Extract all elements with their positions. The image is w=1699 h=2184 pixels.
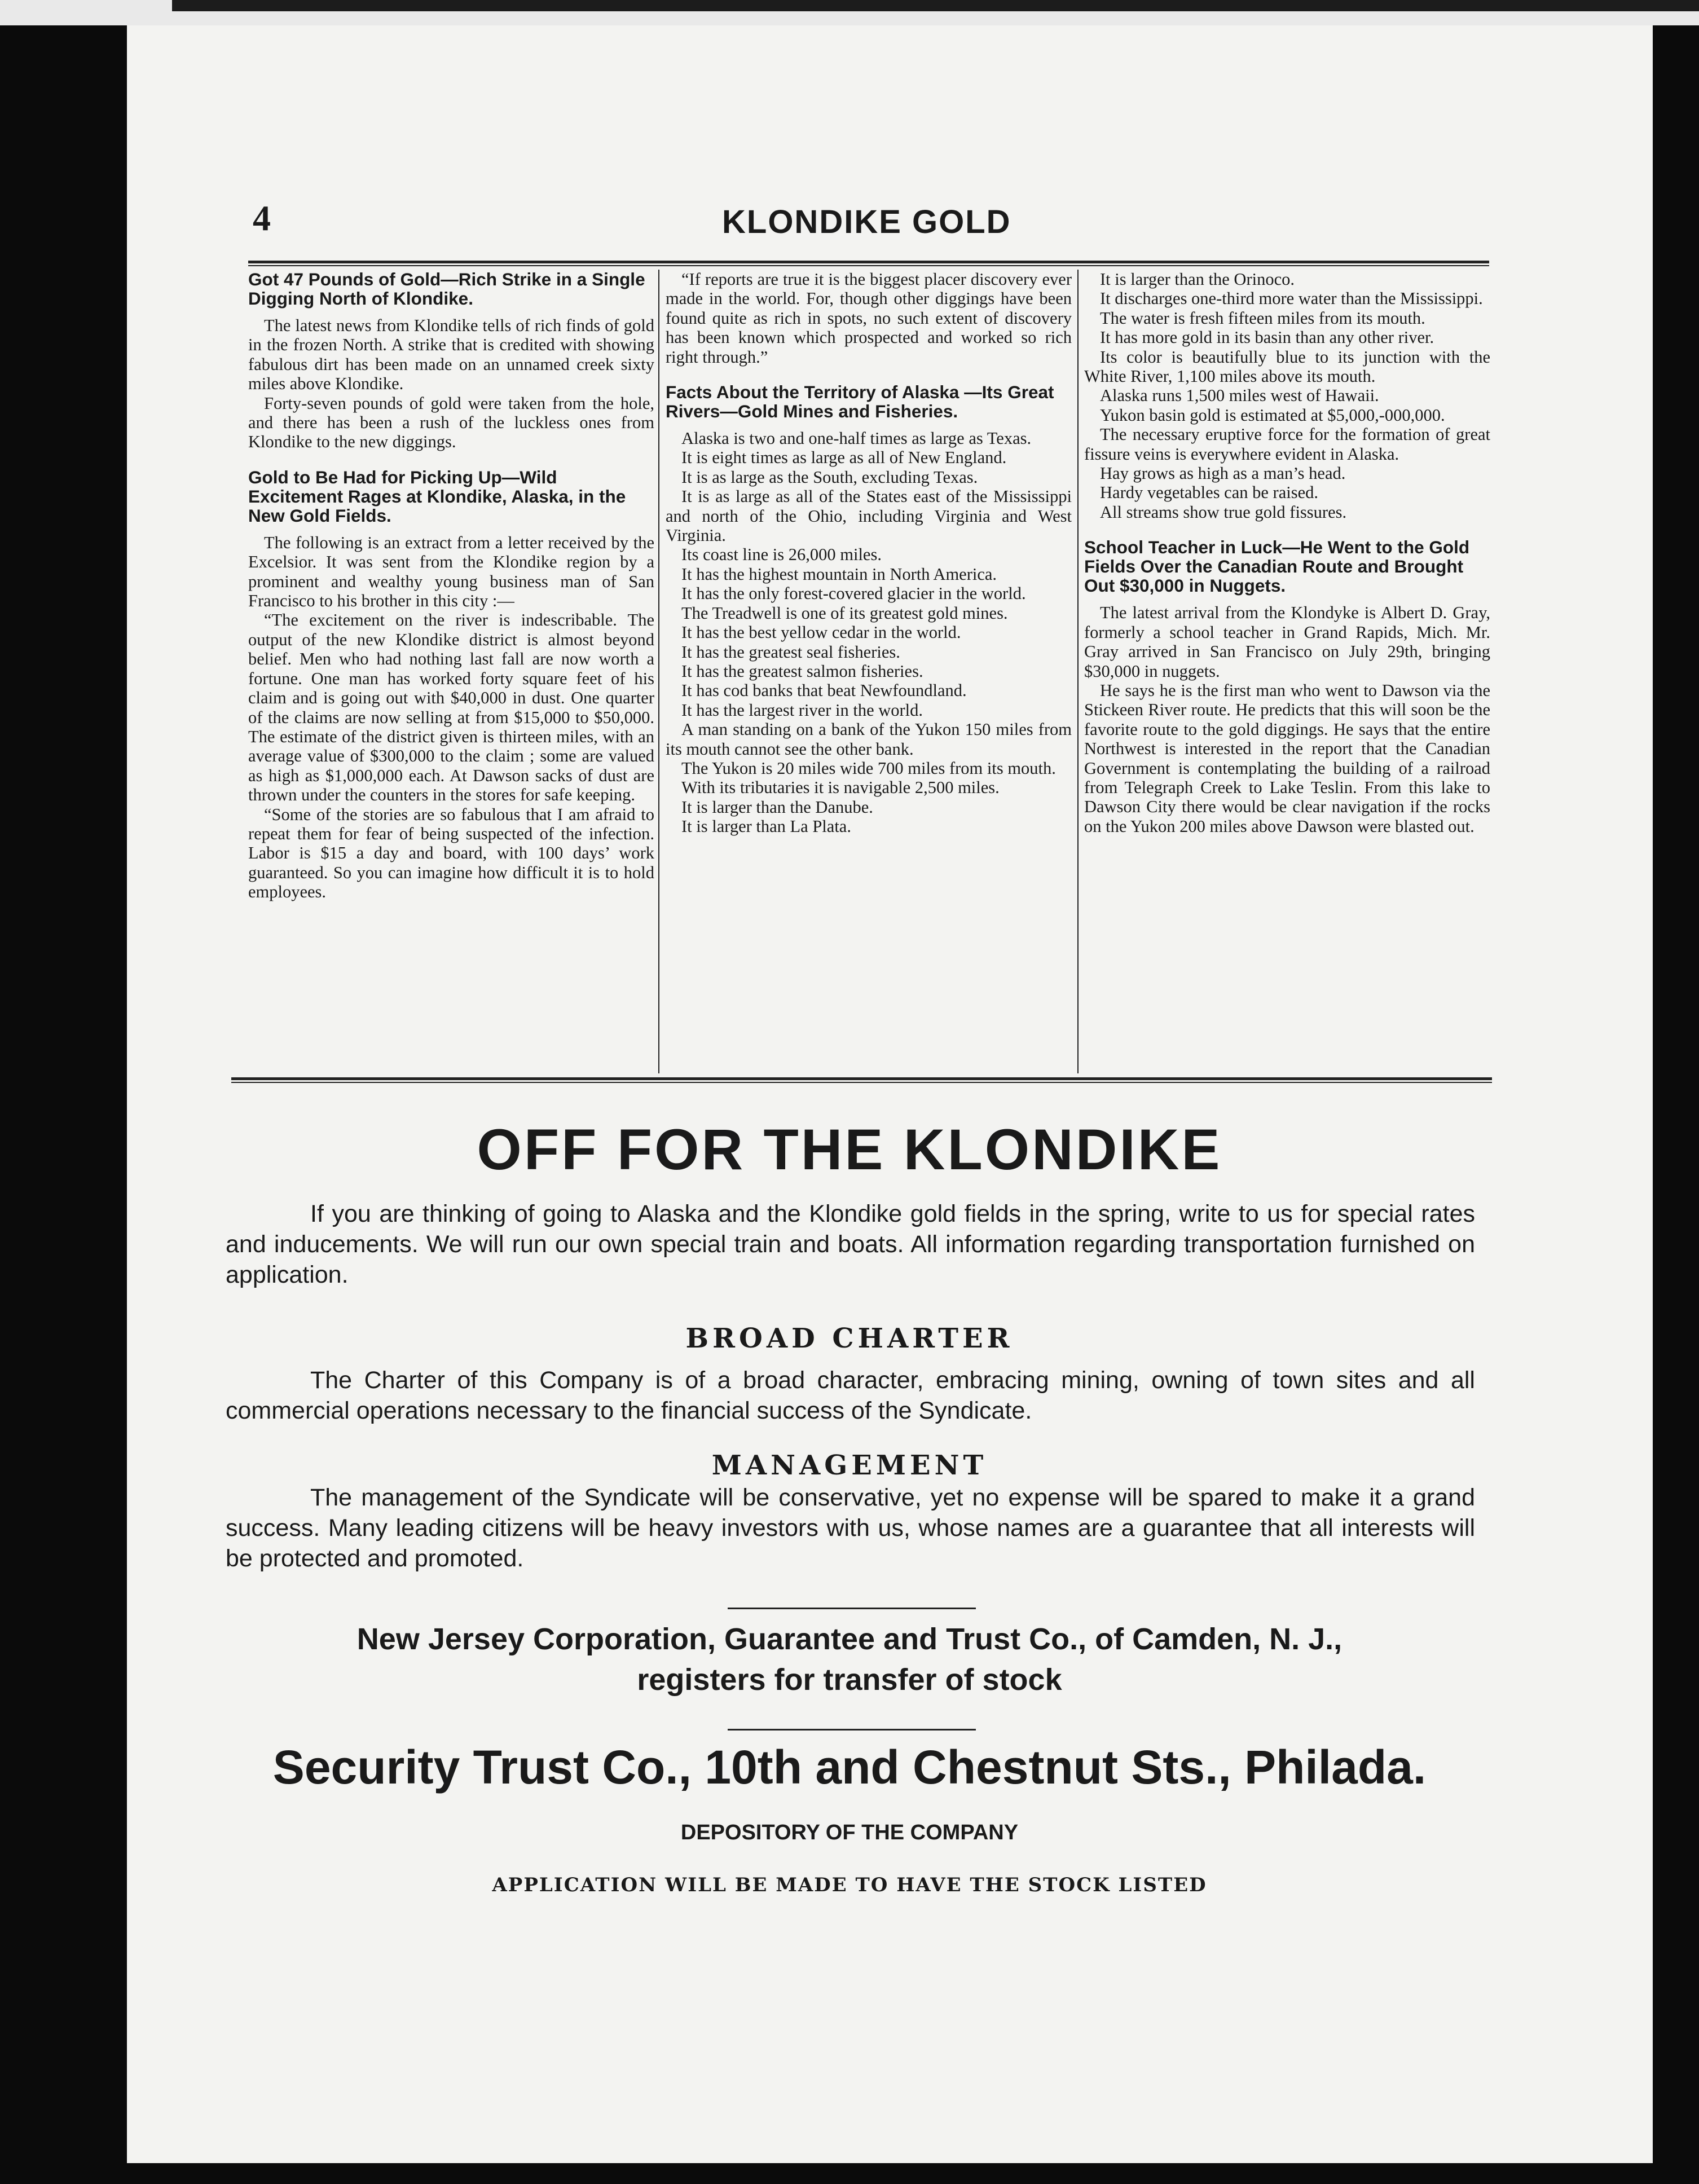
fact-line: It is larger than La Plata.: [681, 817, 851, 836]
fact-line: It has the highest mountain in North America.: [681, 564, 997, 584]
fact-line: It is as large as all of the States east of the Mississippi and north of the Ohio, including Virginia and West Virginia.: [666, 487, 1072, 545]
article-paragraph: The latest arrival from the Klondyke is Albert D. Gray, formerly a school teacher in Grand Rapids, Mich. Mr. Gray arrived in San Francisco on July 29th, bringing $30,000 in nuggets.: [1084, 603, 1490, 681]
column-divider-1: [658, 270, 659, 1073]
fact-line: It has the only forest-covered glacier in the world.: [681, 584, 1026, 604]
scan-shadow: [172, 0, 1699, 11]
fact-line: It has more gold in its basin than any other river.: [1100, 328, 1434, 347]
article-column-3: [1084, 270, 1490, 1073]
management-text: The management of the Syndicate will be conservative, yet no expense will be spared to make it a grand success. Many leading citizens will be heavy investors with us, whose names are a guarantee that all interests will be protected and promoted.: [226, 1484, 1475, 1572]
fact-line: It discharges one-third more water than the Mississippi.: [1100, 289, 1483, 309]
article-column-1: [248, 270, 654, 1073]
headline-gold-picking-up: Gold to Be Had for Picking Up—Wild Excitement Rages at Klondike, Alaska, in the New Gold Fields.: [248, 466, 626, 526]
fact-line: It has the greatest seal fisheries.: [681, 642, 900, 662]
fact-line: Alaska is two and one-half times as large as Texas.: [681, 429, 1032, 448]
corporation-line-1: New Jersey Corporation, Guarantee and Trust Co., of Camden, N. J.,: [356, 1622, 1343, 1656]
fact-line: The necessary eruptive force for the formation of great fissure veins is everywhere evident in Alaska.: [1084, 425, 1490, 464]
fact-line: The water is fresh fifteen miles from its mouth.: [1100, 308, 1425, 328]
ad-intro-text: If you are thinking of going to Alaska and the Klondike gold fields in the spring, write to us for special rates and inducements. We will run our own special train and boats. All information regarding transportation furnished on application.: [226, 1200, 1475, 1288]
article-paragraph: The following is an extract from a letter received by the Excelsior. It was sent from the Klondike region by a prominent and wealthy young business man of San Francisco to his brother in this city :—: [248, 532, 654, 611]
corporation-line-2: registers for transfer of stock: [637, 1663, 1062, 1697]
fact-line: It has the greatest salmon fisheries.: [681, 661, 923, 681]
fact-line: It is larger than the Danube.: [681, 797, 873, 817]
fact-line: Alaska runs 1,500 miles west of Hawaii.: [1100, 386, 1379, 406]
fact-line: Its color is beautifully blue to its junction with the White River, 1,100 miles above its mouth.: [1084, 347, 1490, 386]
fact-line: It has the best yellow cedar in the world.: [681, 623, 961, 642]
depository-line: DEPOSITORY OF THE COMPANY: [680, 1821, 1019, 1844]
fact-line: All streams show true gold fissures.: [1100, 502, 1347, 522]
headline-alaska-facts: Facts About the Territory of Alaska —Its Great Rivers—Gold Mines and Fisheries.: [666, 382, 1054, 422]
fact-line: The Yukon is 20 miles wide 700 miles from its mouth.: [681, 758, 1056, 778]
article-paragraph: “Some of the stories are so fabulous that I am afraid to repeat them for fear of being suspected of the infection. Labor is $15 a day and board, with 100 days’ work guaranteed. So you can imagine how difficult it is to hold employees.: [248, 804, 654, 902]
header-rule-thin: [248, 265, 1489, 266]
header-rule-thick: [248, 261, 1489, 263]
fact-line: Its coast line is 26,000 miles.: [681, 545, 882, 565]
fact-line: A man standing on a bank of the Yukon 150 miles from its mouth cannot see the other bank.: [666, 720, 1072, 759]
fact-line: Hay grows as high as a man’s head.: [1100, 464, 1346, 483]
management-section: [226, 1482, 1475, 1574]
fact-line: It is larger than the Orinoco.: [1100, 270, 1295, 289]
application-line: APPLICATION WILL BE MADE TO HAVE THE STOCK LISTED: [492, 1874, 1207, 1896]
fact-line: Yukon basin gold is estimated at $5,000,-000,000.: [1100, 405, 1445, 425]
section-rule-thin: [231, 1082, 1492, 1083]
headline-rich-strike: Got 47 Pounds of Gold—Rich Strike in a Single Digging North of Klondike.: [248, 270, 645, 309]
column-divider-2: [1077, 270, 1079, 1073]
section-rule-thick: [231, 1077, 1492, 1080]
running-title: KLONDIKE GOLD: [722, 204, 1011, 240]
scan-top-edge: [0, 0, 1699, 25]
article-paragraph: “If reports are true it is the biggest placer discovery ever made in the world. For, though other diggings have been found quite as rich in spots, no such extent of discovery has been known which prospected and worked so rich right through.”: [666, 270, 1072, 367]
short-divider-2: [728, 1729, 976, 1731]
fact-line: Hardy vegetables can be raised.: [1100, 483, 1318, 503]
article-column-2: [666, 270, 1072, 1073]
page-number: 4: [253, 198, 271, 238]
fact-line: The Treadwell is one of its greatest gold mines.: [681, 603, 1008, 623]
short-divider-1: [728, 1608, 976, 1609]
article-paragraph: “The excitement on the river is indescribable. The output of the new Klondike district is almost beyond belief. Men who had nothing last fall are now worth a fortune. One man has worked forty square feet of his claim and is going out with $40,000 in dust. One quarter of the claims are now selling at from $15,000 to $50,000. The estimate of the district given is thirteen miles, with an average value of $300,000 to the claim ; some are valued as high as $1,000,000 each. At Dawson sacks of dust are thrown under the counters in the stores for safe keeping.: [248, 610, 654, 805]
ad-intro: [226, 1199, 1475, 1290]
fact-line: It has cod banks that beat Newfoundland.: [681, 681, 967, 701]
fact-line: It is as large as the South, excluding Texas.: [681, 467, 978, 487]
fact-line: It is eight times as large as all of New England.: [681, 448, 1007, 468]
security-trust-line: Security Trust Co., 10th and Chestnut Sts., Philada.: [272, 1741, 1427, 1794]
broad-charter-heading: BROAD CHARTER: [685, 1323, 1014, 1354]
article-paragraph: The latest news from Klondike tells of rich finds of gold in the frozen North. A strike that is credited with showing fabulous dirt has been made on an unnamed creek sixty miles above Klondike.: [248, 316, 654, 394]
management-heading: MANAGEMENT: [711, 1450, 988, 1481]
fact-line: It has the largest river in the world.: [681, 700, 923, 720]
article-paragraph: Forty-seven pounds of gold were taken from the hole, and there has been a rush of the luckless ones from Klondike to the new diggings.: [248, 393, 654, 452]
ad-headline: OFF FOR THE KLONDIKE: [477, 1117, 1222, 1182]
fact-line: With its tributaries it is navigable 2,500 miles.: [681, 778, 1000, 798]
headline-school-teacher: School Teacher in Luck—He Went to the Gold Fields Over the Canadian Route and Brought Out $30,000 in Nuggets.: [1084, 537, 1470, 596]
article-paragraph: He says he is the first man who went to Dawson via the Stickeen River route. He predicts that this will soon be the favorite route to the gold diggings. He says that the entire Northwest is interested in the report that the Canadian Government is contemplating the building of a railroad from Telegraph Creek to Lake Teslin. From this lake to Dawson City there would be clear navigation if the rocks on the Yukon 200 miles above Dawson were blasted out.: [1084, 680, 1490, 836]
charter-section: [226, 1365, 1475, 1426]
charter-text: The Charter of this Company is of a broad character, embracing mining, owning of town sites and all commercial operations necessary to the financial success of the Syndicate.: [226, 1367, 1475, 1424]
